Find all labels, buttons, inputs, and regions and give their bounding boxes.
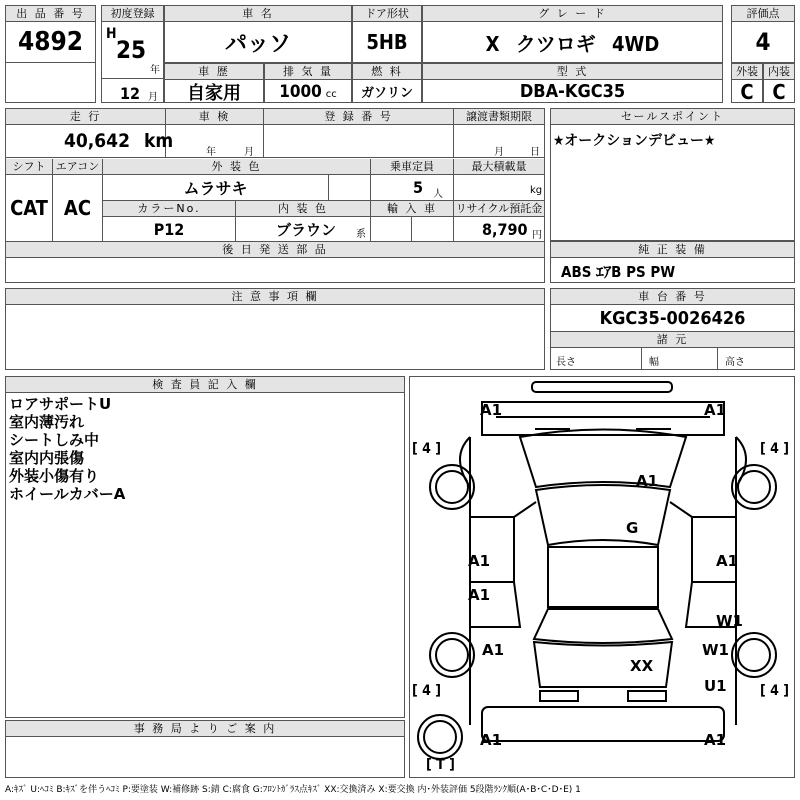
int-grade-label: 内装	[764, 64, 794, 80]
details-block	[5, 108, 545, 283]
note-line: ホイールカバーA	[9, 485, 126, 503]
score-box	[731, 5, 795, 63]
history: 自家用	[187, 82, 241, 104]
mileage-unit: km	[144, 130, 174, 152]
car-outline-svg	[410, 377, 796, 779]
inspector-notes-box	[5, 376, 405, 718]
year-unit: 年	[150, 65, 160, 76]
mileage-label: 走 行	[6, 109, 166, 125]
car-name-label: 車 名	[165, 6, 351, 22]
reg-no-value	[264, 125, 454, 158]
door-box	[352, 5, 422, 63]
shift-label: シフト	[6, 159, 53, 175]
recycle-unit: 円	[532, 230, 542, 241]
damage-hood: A1	[636, 472, 659, 490]
month-unit: 月	[148, 92, 158, 103]
fuel-box	[352, 63, 422, 103]
score: 4	[755, 28, 771, 56]
int-color-suffix: 系	[356, 229, 366, 240]
int-grade-box	[763, 63, 795, 103]
length-label: 長さ	[556, 357, 576, 368]
car-diagram	[409, 376, 795, 778]
displacement-box	[264, 63, 352, 103]
shift: CAT	[6, 175, 53, 241]
damage-right-rear: U1	[704, 677, 727, 695]
capacity-unit: 人	[433, 189, 443, 200]
ext-color: ムラサキ	[103, 175, 329, 201]
reg-no-label: 登 録 番 号	[264, 109, 454, 125]
ac: AC	[53, 175, 103, 241]
sales-point-label: セールスポイント	[551, 109, 794, 125]
note-line: 外装小傷有り	[9, 467, 100, 485]
damage-windshield: G	[626, 519, 639, 537]
car-name: パッソ	[224, 31, 291, 57]
damage-rear-bumper-right: A1	[704, 731, 727, 749]
damage-right-rear-door: W1	[716, 612, 743, 630]
genuine-equipment: ABS ｴｱB PS PW	[561, 263, 676, 281]
first-reg-label: 初度登録	[102, 6, 163, 22]
transfer-label: 譲渡書類期限	[454, 109, 544, 125]
ext-grade-box	[731, 63, 763, 103]
later-parts-value	[6, 258, 544, 282]
chassis-box	[550, 288, 795, 370]
genuine-equipment-box	[550, 241, 795, 283]
int-color-label: 内 装 色	[236, 201, 371, 217]
damage-front-right: A1	[704, 401, 727, 419]
model-label: 型 式	[423, 64, 722, 80]
max-load-unit: kg	[530, 185, 543, 196]
inspection-label: 車 検	[166, 109, 264, 125]
grade-label: グ レ ー ド	[423, 6, 722, 22]
int-color: ブラウン	[276, 221, 337, 239]
transfer-month: 月	[494, 147, 504, 158]
door-type: 5HB	[366, 30, 408, 54]
note-line: シートしみ中	[9, 431, 100, 449]
recycle-label: リサイクル預託金	[455, 202, 543, 215]
office-label: 事 務 局 よ り ご 案 内	[6, 721, 404, 737]
note-line: 室内薄汚れ	[9, 413, 85, 431]
damage-rear-center: XX	[630, 657, 654, 675]
note-line: 室内内張傷	[9, 449, 85, 467]
note-line: ロアサポートU	[9, 395, 112, 413]
score-label: 評価点	[732, 6, 794, 22]
fuel-label: 燃 料	[353, 64, 421, 80]
model-box	[422, 63, 723, 103]
displacement-unit: cc	[325, 89, 337, 100]
lot-number-box	[5, 5, 96, 103]
door-label: ドア形状	[353, 6, 421, 22]
inspector-notes	[6, 393, 404, 505]
transfer-day: 日	[530, 147, 540, 158]
damage-left-front-door: A1	[468, 552, 491, 570]
history-box	[164, 63, 264, 103]
history-label: 車 歴	[165, 64, 263, 80]
width-label: 幅	[649, 357, 659, 368]
inspector-label: 検 査 員 記 入 欄	[6, 377, 404, 393]
insp-month-unit: 月	[244, 147, 254, 158]
damage-left-rear-door: A1	[468, 586, 491, 604]
damage-legend: A:ｷｽﾞ U:ﾍｺﾐ B:ｷｽﾞを伴うﾍｺﾐ P:要塗装 W:補修跡 S:錆 C:腐食 G:ﾌﾛﾝﾄｶﾞﾗｽ点ｷｽﾞ XX:交換済み X:要交換 内･外装評価 5段階ﾗﾝｸ順(A･B･C･D･E) 1	[5, 785, 581, 795]
sales-point-box	[550, 108, 795, 241]
grade: X クツロギ 4WD	[485, 31, 660, 56]
capacity-label: 乗車定員	[371, 159, 454, 175]
int-grade: C	[772, 79, 786, 104]
color-no-label: カラーNo.	[103, 201, 236, 217]
tire-front-left-score: [ 4 ]	[412, 441, 442, 457]
later-parts-label: 後 日 発 送 部 品	[6, 241, 544, 258]
insp-year-unit: 年	[206, 147, 216, 158]
ext-color-label: 外 装 色	[103, 159, 371, 175]
first-registration-box	[101, 5, 164, 103]
tire-rear-right-score: [ 4 ]	[760, 683, 790, 699]
genuine-label: 純 正 装 備	[551, 242, 794, 258]
damage-front-left: A1	[480, 401, 503, 419]
mileage: 40,642	[64, 130, 130, 152]
max-load-label: 最大積載量	[454, 159, 544, 175]
damage-right-front-door: A1	[716, 552, 739, 570]
displacement-label: 排 気 量	[265, 64, 351, 80]
ext-grade: C	[740, 79, 754, 104]
chassis-number: KGC35-0026426	[551, 305, 794, 332]
damage-right-quarter: W1	[702, 641, 729, 659]
spare-tire-mark: [ T ]	[426, 757, 455, 773]
era: H	[106, 26, 117, 42]
tire-rear-left-score: [ 4 ]	[412, 683, 442, 699]
reg-year: 25	[116, 36, 147, 64]
sales-point: ★オークションデビュー★	[553, 133, 716, 149]
specs-label: 諸 元	[551, 332, 794, 348]
capacity: 5	[413, 178, 424, 197]
tire-front-right-score: [ 4 ]	[760, 441, 790, 457]
chassis-label: 車 台 番 号	[551, 289, 794, 305]
import-label: 輸 入 車	[371, 201, 454, 217]
reg-month: 12	[120, 84, 141, 103]
recycle: 8,790	[482, 220, 528, 239]
displacement: 1000	[279, 81, 322, 102]
lot-number: 4892	[6, 22, 95, 63]
caution-box	[5, 288, 545, 370]
damage-rear-bumper-left: A1	[480, 731, 503, 749]
grade-box	[422, 5, 723, 63]
lot-number-label: 出 品 番 号	[6, 6, 95, 22]
ext-grade-label: 外装	[732, 64, 762, 80]
height-label: 高さ	[725, 357, 745, 368]
damage-left-quarter: A1	[482, 641, 505, 659]
color-no: P12	[103, 217, 236, 241]
fuel: ガソリン	[360, 86, 413, 101]
model: DBA-KGC35	[519, 81, 626, 102]
car-name-box	[164, 5, 352, 63]
caution-label: 注 意 事 項 欄	[6, 289, 544, 305]
office-box	[5, 720, 405, 778]
ac-label: エアコン	[53, 159, 103, 175]
